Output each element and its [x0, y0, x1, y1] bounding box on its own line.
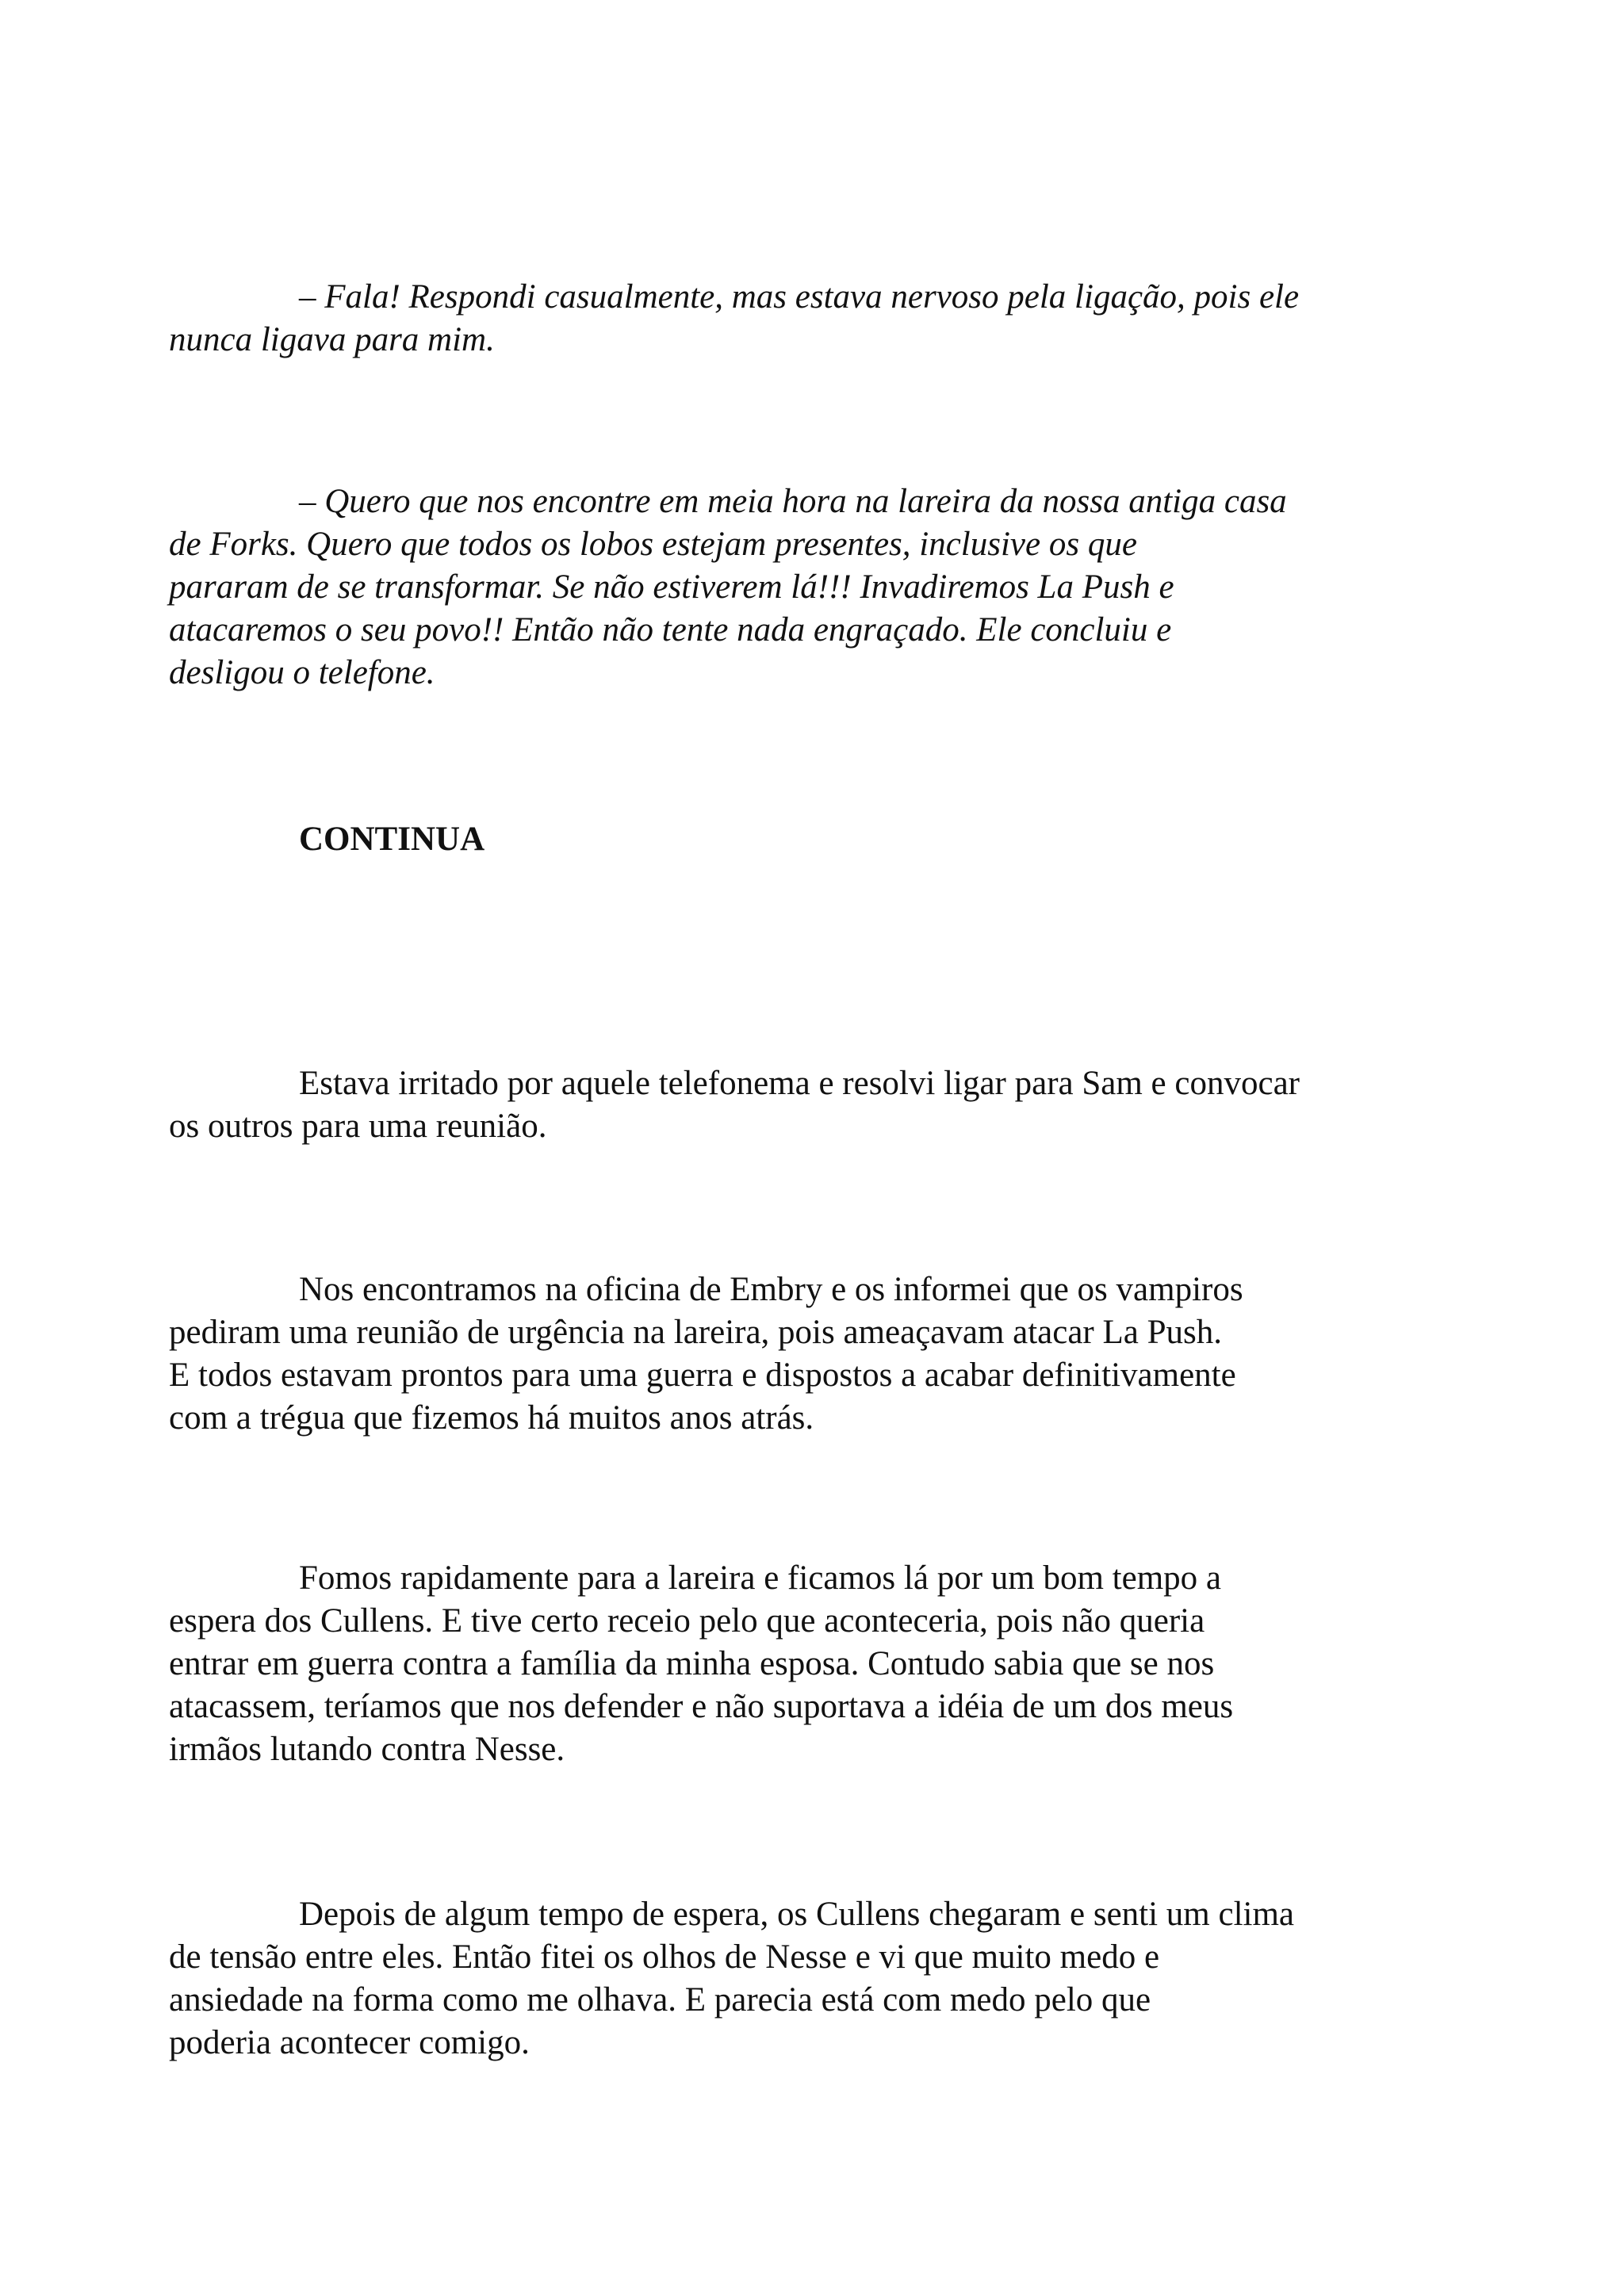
paragraph-6-line-5: irmãos lutando contra Nesse. — [169, 1731, 565, 1768]
paragraph-4-line-1: Estava irritado por aquele telefonema e resolvi ligar para Sam e convocar — [299, 1065, 1300, 1102]
paragraph-5-line-2: pediram uma reunião de urgência na lareira, pois ameaçavam atacar La Push. — [169, 1314, 1223, 1351]
paragraph-7-line-2: de tensão entre eles. Então fitei os olhos de Nesse e vi que muito medo e — [169, 1938, 1160, 1976]
paragraph-2-line-4: atacaremos o seu povo!! Então não tente nada engraçado. Ele concluiu e — [169, 611, 1172, 649]
paragraph-1-line-2: nunca ligava para mim. — [169, 321, 495, 358]
paragraph-7-line-3: ansiedade na forma como me olhava. E parecia está com medo pelo que — [169, 1981, 1151, 2019]
paragraph-2 — [169, 480, 1408, 695]
paragraph-2-line-5: desligou o telefone. — [169, 654, 435, 691]
paragraph-5 — [169, 1269, 1408, 1440]
paragraph-2-line-2: de Forks. Quero que todos os lobos estejam presentes, inclusive os que — [169, 526, 1137, 563]
paragraph-6-line-1: Fomos rapidamente para a lareira e ficamos lá por um bom tempo a — [299, 1559, 1221, 1597]
paragraph-6-line-4: atacassem, teríamos que nos defender e não suportava a idéia de um dos meus — [169, 1688, 1234, 1725]
paragraph-2-line-1: – Quero que nos encontre em meia hora na lareira da nossa antiga casa — [299, 483, 1287, 520]
continua-heading: CONTINUA — [299, 821, 485, 858]
paragraph-2-line-3: pararam de se transformar. Se não estiverem lá!!! Invadiremos La Push e — [169, 568, 1174, 606]
paragraph-7 — [169, 1893, 1408, 2064]
paragraph-6-line-3: entrar em guerra contra a família da minha esposa. Contudo sabia que se nos — [169, 1645, 1215, 1682]
paragraph-7-line-1: Depois de algum tempo de espera, os Cullens chegaram e senti um clima — [299, 1896, 1294, 1933]
paragraph-6-line-2: espera dos Cullens. E tive certo receio pelo que aconteceria, pois não queria — [169, 1602, 1205, 1640]
paragraph-6 — [169, 1557, 1408, 1771]
paragraph-1 — [169, 276, 1408, 362]
paragraph-5-line-3: E todos estavam prontos para uma guerra e dispostos a acabar definitivamente — [169, 1357, 1236, 1394]
paragraph-7-line-4: poderia acontecer comigo. — [169, 2024, 530, 2061]
paragraph-5-line-4: com a trégua que fizemos há muitos anos atrás. — [169, 1399, 814, 1437]
paragraph-4 — [169, 1062, 1408, 1148]
paragraph-5-line-1: Nos encontramos na oficina de Embry e os informei que os vampiros — [299, 1271, 1243, 1308]
paragraph-1-line-1: – Fala! Respondi casualmente, mas estava nervoso pela ligação, pois ele — [299, 278, 1300, 316]
paragraph-4-line-2: os outros para uma reunião. — [169, 1108, 547, 1145]
